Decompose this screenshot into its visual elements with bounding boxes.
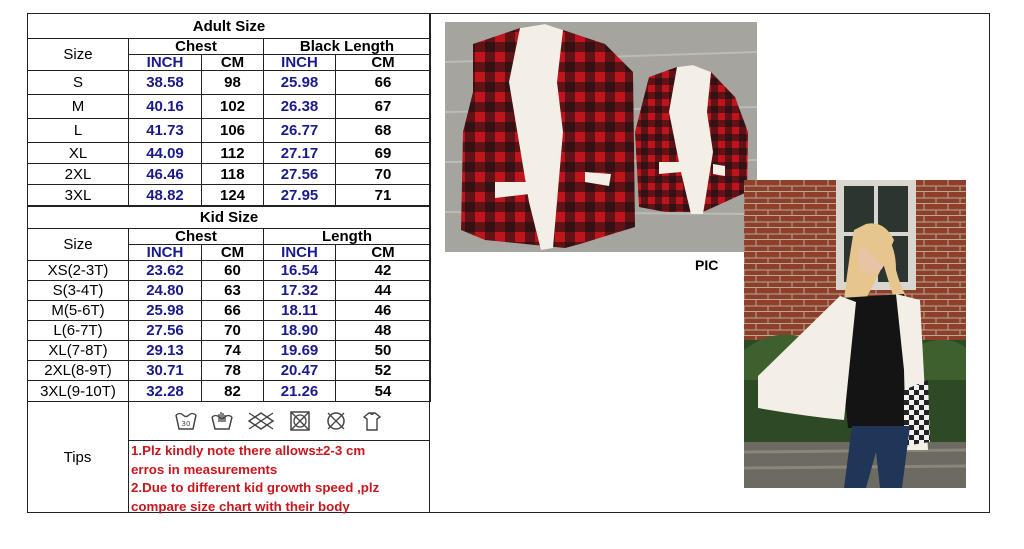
no-tumble-dry-icon bbox=[288, 410, 312, 432]
kid-size-table bbox=[27, 205, 431, 402]
tips-line: erros in measurements bbox=[131, 461, 278, 477]
chest-cm-cell: 78 bbox=[202, 361, 264, 381]
length-cm-cell: 68 bbox=[336, 119, 431, 143]
size-cell: XL(7-8T) bbox=[28, 341, 129, 361]
chest-inch-cell: 30.71 bbox=[129, 361, 202, 381]
size-cell: XS(2-3T) bbox=[28, 261, 129, 281]
chest-inch-cell: 29.13 bbox=[129, 341, 202, 361]
adult-length-cm-unit: CM bbox=[336, 55, 431, 71]
length-cm-cell: 70 bbox=[336, 164, 431, 185]
chest-cm-cell: 74 bbox=[202, 341, 264, 361]
adult-size-table bbox=[27, 13, 431, 207]
size-cell: 2XL(8-9T) bbox=[28, 361, 129, 381]
size-cell: 3XL(9-10T) bbox=[28, 381, 129, 402]
kid-chest-header: Chest bbox=[129, 229, 264, 245]
chest-inch-cell: 27.56 bbox=[129, 321, 202, 341]
table-row bbox=[28, 143, 431, 164]
tips-label: Tips bbox=[27, 401, 129, 513]
size-cell: S bbox=[28, 71, 129, 95]
table-row bbox=[28, 281, 431, 301]
size-cell: 3XL bbox=[28, 185, 129, 207]
chest-cm-cell: 82 bbox=[202, 381, 264, 402]
tips-section bbox=[27, 401, 430, 513]
adult-vest bbox=[461, 24, 635, 250]
care-icons-row bbox=[128, 401, 430, 441]
pic-label: PIC bbox=[695, 257, 719, 273]
kid-size-title: Kid Size bbox=[28, 206, 431, 229]
chest-inch-cell: 46.46 bbox=[129, 164, 202, 185]
table-row bbox=[28, 164, 431, 185]
length-inch-cell: 19.69 bbox=[264, 341, 336, 361]
length-inch-cell: 16.54 bbox=[264, 261, 336, 281]
length-inch-cell: 27.17 bbox=[264, 143, 336, 164]
length-cm-cell: 42 bbox=[336, 261, 431, 281]
length-cm-cell: 67 bbox=[336, 95, 431, 119]
kid-length-header: Length bbox=[264, 229, 431, 245]
length-inch-cell: 20.47 bbox=[264, 361, 336, 381]
chest-inch-cell: 32.28 bbox=[129, 381, 202, 402]
length-cm-cell: 69 bbox=[336, 143, 431, 164]
size-cell: XL bbox=[28, 143, 129, 164]
adult-chest-cm-unit: CM bbox=[202, 55, 264, 71]
chest-cm-cell: 106 bbox=[202, 119, 264, 143]
tips-line: 2.Due to different kid growth speed ,plz bbox=[131, 480, 380, 495]
length-cm-cell: 50 bbox=[336, 341, 431, 361]
chest-cm-cell: 60 bbox=[202, 261, 264, 281]
length-cm-cell: 71 bbox=[336, 185, 431, 207]
length-inch-cell: 27.95 bbox=[264, 185, 336, 207]
wash-30-icon bbox=[174, 410, 198, 432]
tips-line: compare size chart with their body bbox=[131, 498, 350, 514]
no-bleach-icon bbox=[246, 410, 276, 432]
table-row bbox=[28, 381, 431, 402]
table-row bbox=[28, 119, 431, 143]
hang-dry-icon bbox=[360, 410, 384, 432]
kid-chest-inch-unit: INCH bbox=[129, 245, 202, 261]
length-cm-cell: 52 bbox=[336, 361, 431, 381]
chest-inch-cell: 40.16 bbox=[129, 95, 202, 119]
chest-cm-cell: 102 bbox=[202, 95, 264, 119]
vests-product-photo bbox=[445, 22, 757, 252]
length-inch-cell: 26.77 bbox=[264, 119, 336, 143]
length-cm-cell: 46 bbox=[336, 301, 431, 321]
chest-inch-cell: 23.62 bbox=[129, 261, 202, 281]
chest-cm-cell: 124 bbox=[202, 185, 264, 207]
length-inch-cell: 18.90 bbox=[264, 321, 336, 341]
chest-inch-cell: 38.58 bbox=[129, 71, 202, 95]
table-row bbox=[28, 185, 431, 207]
length-inch-cell: 21.26 bbox=[264, 381, 336, 402]
chest-inch-cell: 41.73 bbox=[129, 119, 202, 143]
hand-wash-icon bbox=[210, 410, 234, 432]
size-cell: M(5-6T) bbox=[28, 301, 129, 321]
table-row bbox=[28, 95, 431, 119]
tips-line: 1.Plz kindly note there allows±2-3 cm bbox=[131, 443, 366, 458]
chest-cm-cell: 63 bbox=[202, 281, 264, 301]
chest-inch-cell: 24.80 bbox=[129, 281, 202, 301]
length-inch-cell: 26.38 bbox=[264, 95, 336, 119]
length-cm-cell: 66 bbox=[336, 71, 431, 95]
kid-length-cm-unit: CM bbox=[336, 245, 431, 261]
size-cell: L bbox=[28, 119, 129, 143]
adult-chest-header: Chest bbox=[129, 39, 264, 55]
chest-cm-cell: 118 bbox=[202, 164, 264, 185]
tips-text bbox=[131, 442, 427, 516]
size-cell: 2XL bbox=[28, 164, 129, 185]
chest-inch-cell: 25.98 bbox=[129, 301, 202, 321]
chest-inch-cell: 44.09 bbox=[129, 143, 202, 164]
length-inch-cell: 18.11 bbox=[264, 301, 336, 321]
no-dry-clean-icon bbox=[324, 410, 348, 432]
length-cm-cell: 44 bbox=[336, 281, 431, 301]
adult-length-inch-unit: INCH bbox=[264, 55, 336, 71]
table-row bbox=[28, 321, 431, 341]
kid-length-inch-unit: INCH bbox=[264, 245, 336, 261]
kid-chest-cm-unit: CM bbox=[202, 245, 264, 261]
table-row bbox=[28, 71, 431, 95]
adult-length-header: Black Length bbox=[264, 39, 431, 55]
length-cm-cell: 54 bbox=[336, 381, 431, 402]
size-cell: S(3-4T) bbox=[28, 281, 129, 301]
adult-size-title: Adult Size bbox=[28, 14, 431, 39]
chest-cm-cell: 98 bbox=[202, 71, 264, 95]
kid-size-header: Size bbox=[28, 229, 129, 261]
table-row bbox=[28, 341, 431, 361]
chest-cm-cell: 70 bbox=[202, 321, 264, 341]
chest-inch-cell: 48.82 bbox=[129, 185, 202, 207]
model-photo bbox=[744, 180, 966, 488]
adult-size-header: Size bbox=[28, 39, 129, 71]
size-cell: M bbox=[28, 95, 129, 119]
length-inch-cell: 25.98 bbox=[264, 71, 336, 95]
chest-cm-cell: 66 bbox=[202, 301, 264, 321]
table-row bbox=[28, 301, 431, 321]
length-inch-cell: 27.56 bbox=[264, 164, 336, 185]
table-row bbox=[28, 361, 431, 381]
adult-chest-inch-unit: INCH bbox=[129, 55, 202, 71]
wash-temp-label: 30 bbox=[181, 419, 191, 428]
length-inch-cell: 17.32 bbox=[264, 281, 336, 301]
size-cell: L(6-7T) bbox=[28, 321, 129, 341]
table-row bbox=[28, 261, 431, 281]
chest-cm-cell: 112 bbox=[202, 143, 264, 164]
length-cm-cell: 48 bbox=[336, 321, 431, 341]
